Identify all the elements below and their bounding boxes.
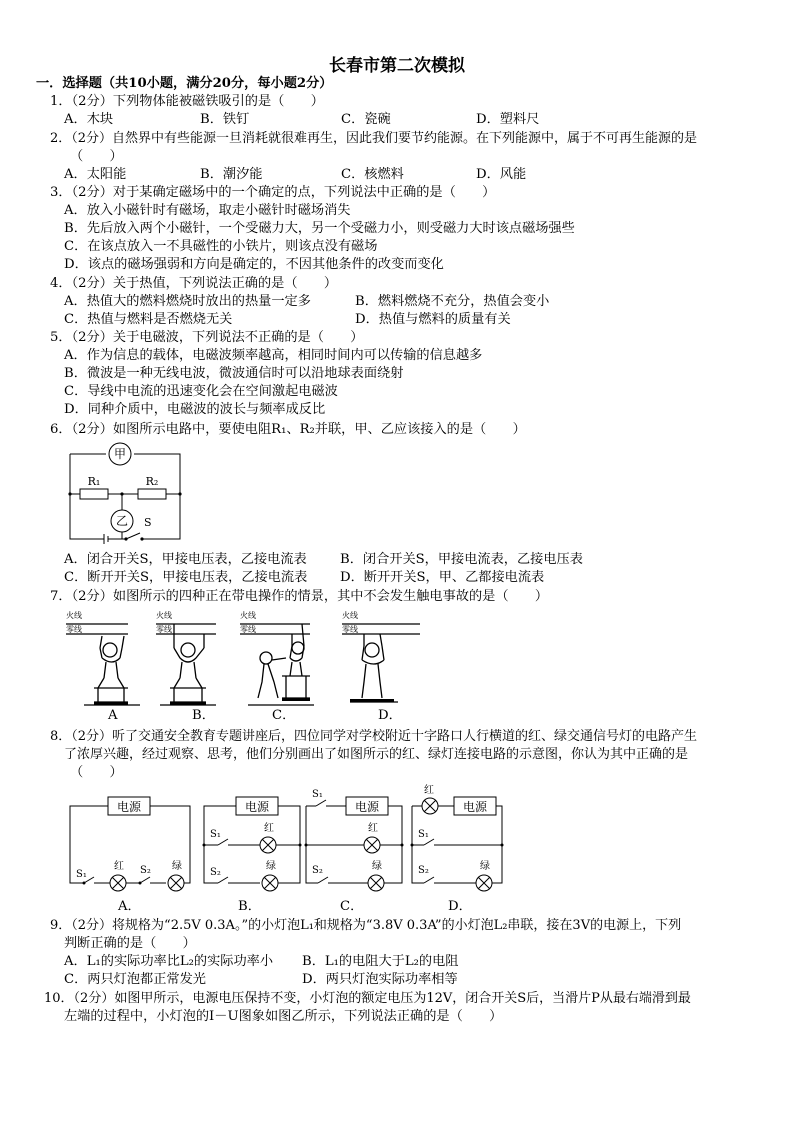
q7-label-b: B．	[192, 708, 215, 723]
q8-label-a: A．	[118, 899, 141, 914]
q1-option-b: B．铁钉	[200, 112, 250, 127]
q7-live-wire-a: 火线	[66, 611, 82, 620]
q6-meter-jia: 甲	[113, 447, 127, 461]
q8-stem: 8．（2分）听了交通安全教育专题讲座后，四位同学对学校附近十字路口人行横道的红、绿交通信号灯的电路产生	[50, 729, 698, 744]
section-heading: 一．选择题（共10小题，满分20分，每小题2分）	[36, 76, 333, 91]
q8c-s1-label: S₁	[312, 789, 323, 800]
q4-option-d: D．热值与燃料的质量有关	[355, 312, 511, 327]
q6-r1-label: R₁	[87, 475, 101, 488]
q9-stem-cont: 判断正确的是（ ）	[64, 936, 196, 951]
q8d-s1-label: S₁	[418, 829, 429, 840]
q2-option-c: C．核燃料	[341, 167, 404, 182]
q9-stem: 9．（2分）将规格为“2.5V 0.3A。”的小灯泡L₁和规格为“3.8V 0.3A”的小灯泡L₂串联，接在3V的电源上，下列	[50, 918, 682, 933]
q8a-red-label: 红	[114, 861, 124, 872]
q8b-s1-label: S₁	[210, 829, 221, 840]
q2-stem-cont: （ ）	[70, 149, 123, 164]
q8-circuit-c	[302, 785, 408, 900]
q8b-s2-label: S₂	[210, 867, 221, 878]
q7-neutral-wire-c: 零线	[240, 625, 256, 634]
q5-option-d: D．同种介质中，电磁波的波长与频率成反比	[64, 402, 326, 417]
q6-option-a: A．闭合开关S，甲接电压表，乙接电流表	[64, 552, 307, 567]
q2-stem: 2．（2分）自然界中有些能源一旦消耗就很难再生，因此我们要节约能源。在下列能源中，属于不可再生能源的是	[50, 131, 698, 146]
q7-stem: 7．（2分）如图所示的四种正在带电操作的情景，其中不会发生触电事故的是（ ）	[50, 589, 549, 604]
q7-scenes-figure	[64, 606, 424, 721]
q2-option-d: D．风能	[476, 167, 527, 182]
q7-label-c: C．	[272, 708, 296, 723]
q7-neutral-wire-a: 零线	[66, 625, 82, 634]
q3-option-c: C．在该点放入一不具磁性的小铁片，则该点没有磁场	[64, 239, 378, 254]
q4-option-a: A．热值大的燃料燃烧时放出的热量一定多	[64, 294, 311, 309]
q8d-s2-label: S₂	[418, 865, 429, 876]
q8a-source-label: 电源	[116, 800, 142, 814]
q6-option-b: B．闭合开关S，甲接电流表，乙接电压表	[340, 552, 583, 567]
q8c-s2-label: S₂	[312, 865, 323, 876]
q7-live-wire-d: 火线	[342, 611, 358, 620]
q8-label-b: B．	[238, 899, 261, 914]
q7-neutral-wire-b: 零线	[156, 625, 172, 634]
q5-option-a: A．作为信息的载体，电磁波频率越高，相同时间内可以传输的信息越多	[64, 348, 483, 363]
page-title: 长春市第二次模拟	[329, 56, 465, 76]
q8a-s2-label: S₂	[140, 865, 151, 876]
q8a-green-label: 绿	[172, 861, 182, 872]
q8-circuit-a	[66, 795, 196, 900]
q5-stem: 5．（2分）关于电磁波，下列说法不正确的是（ ）	[50, 330, 364, 345]
q8c-source-label: 电源	[354, 800, 380, 814]
q8-circuit-d	[408, 785, 508, 900]
q8-stem-cont2: （ ）	[70, 765, 123, 780]
q8d-green-label: 绿	[480, 861, 490, 872]
q8-label-d: D．	[448, 899, 472, 914]
q6-meter-yi: 乙	[115, 514, 129, 528]
q8b-green-label: 绿	[266, 861, 276, 872]
q10-stem-cont: 左端的过程中，小灯泡的I－U图象如图乙所示，下列说法正确的是（ ）	[64, 1009, 503, 1024]
q8d-source-label: 电源	[462, 800, 488, 814]
q6-option-c: C．断开开关S，甲接电压表，乙接电流表	[64, 570, 308, 585]
q8-stem-cont: 了浓厚兴趣，经过观察、思考，他们分别画出了如图所示的红、绿灯连接电路的示意图，你认为其中正确的是	[64, 747, 689, 762]
q10-stem: 10．（2分）如图甲所示，电源电压保持不变，小灯泡的额定电压为12V，闭合开关S后，当滑片P从最右端滑到最	[44, 991, 691, 1006]
q6-r2-label: R₂	[145, 475, 159, 488]
q2-option-b: B．潮汐能	[200, 167, 263, 182]
q9-option-d: D．两只灯泡实际功率相等	[302, 972, 458, 987]
q5-option-c: C．导线中电流的迅速变化会在空间激起电磁波	[64, 384, 338, 399]
q3-option-d: D．该点的磁场强弱和方向是确定的，不因其他条件的改变而变化	[64, 257, 444, 272]
q8-label-c: C．	[340, 899, 364, 914]
q6-stem: 6．（2分）如图所示电路中，要使电阻R₁、R₂并联，甲、乙应该接入的是（ ）	[50, 422, 526, 437]
q2-option-a: A．太阳能	[64, 167, 127, 182]
q7-live-wire-c: 火线	[240, 611, 256, 620]
q1-stem: 1．（2分）下列物体能被磁铁吸引的是（ ）	[50, 94, 324, 109]
q7-live-wire-b: 火线	[156, 611, 172, 620]
q8a-s1-label: S₁	[76, 869, 87, 880]
q8b-source-label: 电源	[244, 800, 270, 814]
q3-option-a: A．放入小磁针时有磁场，取走小磁针时磁场消失	[64, 203, 351, 218]
q9-option-c: C．两只灯泡都正常发光	[64, 972, 206, 987]
q8c-red-label: 红	[368, 823, 378, 834]
q8-circuit-b	[200, 795, 306, 900]
q6-option-d: D．断开开关S，甲、乙都接电流表	[340, 570, 545, 585]
q4-stem: 4．（2分）关于热值，下列说法正确的是（ ）	[50, 276, 338, 291]
q7-label-a: A	[108, 708, 118, 723]
q8b-red-label: 红	[264, 823, 274, 834]
q6-switch-label: S	[144, 516, 152, 529]
q7-neutral-wire-d: 零线	[342, 625, 358, 634]
q7-label-d: D．	[378, 708, 402, 723]
q3-option-b: B．先后放入两个小磁针，一个受磁力大，另一个受磁力小，则受磁力大时该点磁场强些	[64, 221, 575, 236]
q8d-red-label: 红	[424, 785, 434, 796]
q1-option-c: C．瓷碗	[341, 112, 391, 127]
q6-circuit-diagram	[62, 440, 192, 550]
q5-option-b: B．微波是一种无线电波，微波通信时可以沿地球表面绕射	[64, 366, 404, 381]
q8c-green-label: 绿	[372, 861, 382, 872]
q1-option-d: D．塑料尺	[476, 112, 540, 127]
q1-option-a: A．木块	[64, 112, 114, 127]
q3-stem: 3．（2分）对于某确定磁场中的一个确定的点，下列说法中正确的是（ ）	[50, 185, 496, 200]
q4-option-b: B．燃料燃烧不充分，热值会变小	[355, 294, 550, 309]
q4-option-c: C．热值与燃料是否燃烧无关	[64, 312, 233, 327]
q9-option-a: A．L₁的实际功率比L₂的实际功率小	[64, 954, 274, 969]
q9-option-b: B．L₁的电阻大于L₂的电阻	[302, 954, 459, 969]
